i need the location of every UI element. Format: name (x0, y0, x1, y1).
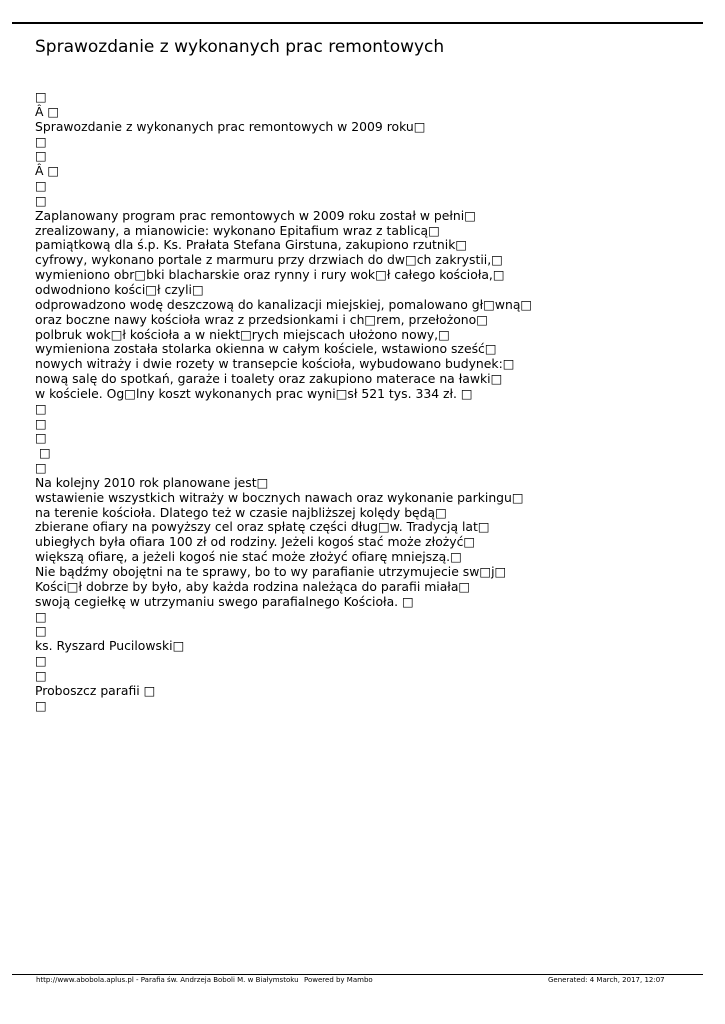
signature-name: ks. Ryszard Pucilowski□ (35, 638, 185, 654)
footer-generated-date: Generated: 4 March, 2017, 12:07 (548, 976, 665, 984)
signature-role: Proboszcz parafii □ (35, 682, 156, 698)
body-line: □ (35, 623, 47, 639)
body-line: □ (35, 89, 47, 104)
article-body (35, 90, 705, 713)
body-line: □ (35, 400, 47, 416)
paragraph-line: Kości□ł dobrze by było, aby każda rodzina należąca do parafii miała□ (35, 578, 471, 594)
body-line: Â □ (35, 163, 60, 179)
paragraph-line: zrealizowany, a mianowicie: wykonano Epitafium wraz z tablicą□ (35, 222, 440, 238)
body-line: □ (35, 192, 47, 208)
body-line: □ (35, 667, 47, 683)
body-line: □ (35, 178, 47, 194)
paragraph-line: na terenie kościoła. Dlatego też w czasie najbliższej kolędy będą□ (35, 504, 447, 520)
paragraph-line: w kościele. Og□lny koszt wykonanych prac wyni□sł 521 tys. 334 zł. □ (35, 385, 473, 401)
paragraph-line: nową salę do spotkań, garaże i toalety oraz zakupiono materace na ławki□ (35, 371, 503, 387)
body-line: □ (35, 460, 47, 476)
paragraph-line: polbruk wok□ł kościoła a w niekt□rych miejscach ułożono nowy,□ (35, 326, 450, 342)
body-line: □ (35, 697, 47, 713)
body-line: □ (35, 653, 47, 669)
footer-rule (12, 974, 703, 975)
paragraph-line: nowych witraży i dwie rozety w transepcie kościoła, wybudowano budynek:□ (35, 356, 515, 372)
body-line: Â □ (35, 103, 60, 119)
body-line: □ (35, 430, 47, 446)
paragraph-line: większą ofiarę, a jeżeli kogoś nie stać może złożyć ofiarę mniejszą.□ (35, 549, 462, 565)
paragraph-line: pamiątkową dla ś.p. Ks. Prałata Stefana Girstuna, zakupiono rzutnik□ (35, 237, 468, 253)
page-title: Sprawozdanie z wykonanych prac remontowych (35, 37, 445, 57)
footer-powered-by: Powered by Mambo (304, 976, 373, 984)
paragraph-line: odprowadzono wodę deszczową do kanalizacji miejskiej, pomalowano gł□wną□ (35, 296, 533, 312)
paragraph-line: wymieniona została stolarka okienna w całym kościele, wstawiono sześć□ (35, 341, 497, 357)
body-line: □ (35, 445, 51, 461)
paragraph-line: wstawienie wszystkich witraży w bocznych nawach oraz wykonanie parkingu□ (35, 489, 524, 505)
paragraph-line: cyfrowy, wykonano portale z marmuru przy drzwiach do dw□ch zakrystii,□ (35, 252, 503, 268)
paragraph-line: odwodniono kości□ł czyli□ (35, 281, 204, 297)
body-line: □ (35, 415, 47, 431)
paragraph-line: swoją cegiełkę w utrzymaniu swego parafialnego Kościoła. □ (35, 593, 414, 609)
paragraph-line: ubiegłych była ofiara 100 zł od rodziny. Jeżeli kogoś stać może złożyć□ (35, 534, 476, 550)
paragraph-line: zbierane ofiary na powyższy cel oraz spłatę części dług□w. Tradycją lat□ (35, 519, 490, 535)
body-line: □ (35, 608, 47, 624)
body-line: □ (35, 133, 47, 149)
paragraph-line: wymieniono obr□bki blacharskie oraz rynny i rury wok□ł całego kościoła,□ (35, 267, 505, 283)
paragraph-line: oraz boczne nawy kościoła wraz z przedsionkami i ch□rem, przełożono□ (35, 311, 488, 327)
article-heading: Sprawozdanie z wykonanych prac remontowych w 2009 roku□ (35, 118, 426, 134)
paragraph-line: Zaplanowany program prac remontowych w 2009 roku został w pełni□ (35, 207, 476, 223)
paragraph-line: Nie bądźmy obojętni na te sprawy, bo to wy parafianie utrzymujecie sw□j□ (35, 564, 507, 579)
paragraph-line: Na kolejny 2010 rok planowane jest□ (35, 474, 269, 490)
header-rule (12, 22, 703, 24)
body-line: □ (35, 148, 47, 164)
footer-url: http://www.abobola.aplus.pl - Parafia św. Andrzeja Boboli M. w Białymstoku (36, 976, 299, 984)
